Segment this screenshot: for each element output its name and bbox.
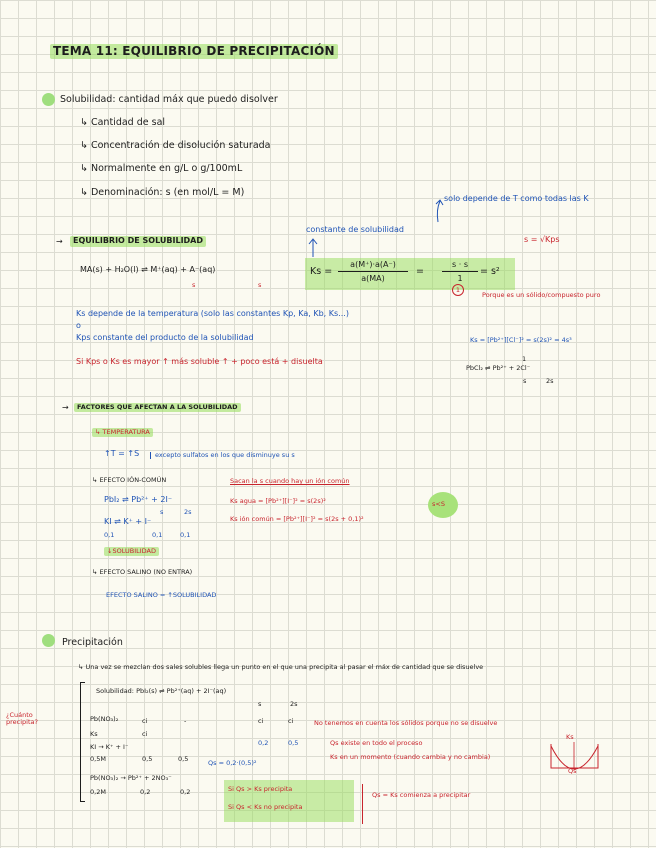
pbcl2-reaction: PbCl₂ ⇌ Pb²⁺ + 2Cl⁻	[466, 364, 531, 372]
ks-ion: Ks ión común = [Pb²⁺][I⁻]² = s(2s + 0,1)²	[230, 515, 364, 523]
pbno3-b: 0,2	[140, 788, 151, 796]
no-tenemos: No tenemos en cuenta los sólidos porque no se disuelve	[314, 719, 498, 727]
salino-line: EFECTO SALINO = ↑SOLUBILIDAD	[106, 591, 217, 599]
rule-no-precipita: Si Qs < Ks no precipita	[228, 803, 303, 811]
section-arrow: →	[56, 237, 63, 246]
pbi2-reaction: PbI₂ ⇌ Pb²⁺ + 2I⁻	[104, 495, 173, 504]
ki-reaction: KI ⇌ K⁺ + I⁻	[104, 517, 152, 526]
page-title: TEMA 11: EQUILIBRIO DE PRECIPITACIÓN	[50, 44, 338, 59]
ki-conc: 0,1	[104, 531, 115, 539]
factores-heading: FACTORES QUE AFECTAN A LA SOLUBILIDAD	[74, 403, 241, 412]
circle-one: 1	[452, 284, 464, 296]
pbcl2-s: s	[523, 377, 527, 385]
sol-2s: 2s	[290, 700, 298, 708]
ks-pbcl2: Ks = [Pb²⁺][Cl⁻]² = s(2s)² = 4s³	[470, 336, 572, 344]
ks-line: Ks en un momento (cuando cambia y no cambia)	[330, 753, 491, 761]
disminuye-label: ↓SOLUBILIDAD	[104, 547, 159, 556]
ion-note: Sacan la s cuando hay un ión común	[230, 477, 350, 485]
row-ci: ci	[288, 717, 294, 725]
solubilidad-heading: Solubilidad: cantidad máx que puedo disolver	[60, 94, 278, 105]
ks-denominator: a(MA)	[361, 274, 385, 283]
pbno3-line: Pb(NO₃)₂ → Pb²⁺ + 2NO₃⁻	[90, 774, 172, 782]
ks-temp-line: Ks depende de la temperatura (solo las constantes Kp, Ka, Kb, Ks...)	[76, 309, 349, 318]
brace-line	[362, 784, 367, 824]
qs-eq: Qs = 0,2·(0,5)²	[208, 759, 257, 767]
ks-result: = s²	[480, 266, 500, 277]
cuanto-precipita: ¿Cuánto precipita?	[6, 711, 38, 727]
constante-label: constante de solubilidad	[306, 225, 404, 234]
graph-ks-label: Ks	[566, 733, 574, 741]
compare-s: s<S	[432, 500, 445, 508]
ks-val: 0,5M	[90, 755, 106, 763]
solubilidad-item: ↳ Normalmente en g/L o g/100mL	[80, 163, 243, 174]
qs-line: Qs existe en todo el proceso	[330, 739, 423, 747]
salino-heading: ↳ EFECTO SALINO (NO ENTRA)	[92, 568, 193, 576]
sqrt-kps: s = √Kps	[524, 235, 560, 244]
ks-lhs: Ks =	[310, 266, 333, 277]
ks-fraction	[338, 260, 408, 283]
brace	[80, 682, 85, 802]
temp-rule: ↑T = ↑S	[104, 449, 140, 458]
temp-note: excepto sulfatos en los que disminuye su s	[150, 452, 295, 459]
porque-note: Porque es un sólido/compuesto puro	[482, 291, 601, 299]
solubilidad-item: ↳ Cantidad de sal	[80, 117, 166, 128]
ki-conc: 0,1	[180, 531, 191, 539]
pbno3-a: 0,2M	[90, 788, 106, 796]
arrow-up-icon	[308, 238, 318, 258]
sol-inicial: Solubilidad: PbI₂(s) ⇌ Pb²⁺(aq) + 2I⁻(aq)	[96, 687, 227, 695]
row-ci: ci	[258, 717, 264, 725]
section-arrow: →	[62, 403, 69, 412]
pbno3-c: 0,2	[180, 788, 191, 796]
ks-agua: Ks agua = [Pb²⁺][I⁻]² = s(2s)²	[230, 497, 326, 505]
kps-rule: Si Kps o Ks es mayor ↑ más soluble ↑ + poco está + disuelta	[76, 357, 323, 366]
val-05: 0,5	[288, 739, 299, 747]
ks-numerator: a(M⁺)·a(A⁻)	[350, 260, 396, 269]
ion-comun-heading: ↳ EFECTO IÓN-COMÚN	[92, 476, 167, 484]
equilibrio-heading: EQUILIBRIO DE SOLUBILIDAD	[70, 236, 206, 247]
kps-line: Kps constante del producto de la solubilidad	[76, 333, 254, 342]
graph-qs-label: Qs	[568, 767, 577, 775]
precipitacion-heading: Precipitación	[62, 637, 123, 648]
ki-05: 0,5	[142, 755, 153, 763]
temperatura-heading: ↳ TEMPERATURA	[92, 428, 153, 437]
ss-fraction	[442, 260, 478, 283]
bullet-dot	[42, 93, 55, 106]
reaction: MA(s) + H₂O(l) ⇌ M⁺(aq) + A⁻(aq)	[80, 265, 216, 274]
note-temperature: solo depende de T como todas las K	[444, 194, 589, 203]
or-label: o	[76, 321, 81, 330]
ss-denominator: 1	[457, 274, 463, 283]
sol-s: s	[258, 700, 262, 708]
stoich-s: s	[192, 281, 196, 289]
ki-conc: 0,1	[152, 531, 163, 539]
pbi2-2s: 2s	[184, 508, 192, 516]
rule-precipita: Si Qs > Ks precipita	[228, 785, 293, 793]
precipitacion-intro: ↳ Una vez se mezclan dos sales solubles llega un punto en el que una precipita al pasar el máx de cantidad que se disuelve	[78, 664, 484, 671]
row-ks: Ks	[90, 730, 98, 738]
ki-line: KI → K⁺ + I⁻	[90, 743, 129, 751]
ss-numerator: s · s	[452, 260, 468, 269]
stoich-s: s	[258, 281, 262, 289]
arrow-up-icon	[432, 198, 446, 224]
pbcl2-2s: 2s	[546, 377, 554, 385]
row-dash: -	[184, 717, 187, 725]
val-02: 0,2	[258, 739, 269, 747]
bullet-dot	[42, 634, 55, 647]
row-pbno3: Pb(NO₃)₂	[90, 715, 119, 723]
pbcl2-top: 1	[522, 355, 527, 363]
solubilidad-item: ↳ Denominación: s (en mol/L = M)	[80, 187, 245, 198]
row-pb-ci: ci	[142, 717, 148, 725]
pbi2-s: s	[160, 508, 164, 516]
row-ks-ci: ci	[142, 730, 148, 738]
qs-ks-note: Qs = Ks comienza a precipitar	[372, 791, 471, 799]
solubilidad-item: ↳ Concentración de disolución saturada	[80, 140, 271, 151]
ki-05: 0,5	[178, 755, 189, 763]
